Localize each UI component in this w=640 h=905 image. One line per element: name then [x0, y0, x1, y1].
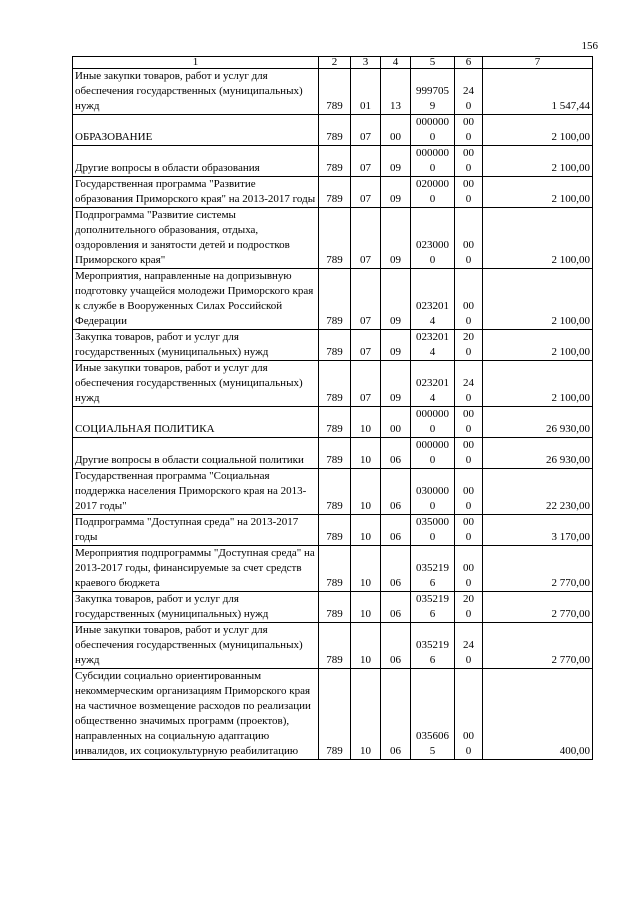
- section-code-cell: 07: [351, 146, 381, 177]
- expense-type-cell: [455, 623, 483, 669]
- expense-type-part: 0: [465, 500, 472, 512]
- target-article-part: 9: [429, 100, 436, 112]
- expense-type-part: 24: [463, 85, 474, 97]
- column-header-5: 5: [411, 57, 455, 69]
- expense-type-part: 0: [465, 392, 472, 404]
- section-code-cell: 07: [351, 208, 381, 269]
- expense-type-part: 00: [463, 516, 474, 528]
- target-article-part: 4: [429, 315, 436, 327]
- target-article-part: 023201: [416, 377, 449, 389]
- table-row: [73, 269, 593, 330]
- row-name-cell: Государственная программа "Развитие образования Приморского края" на 2013-2017 годы: [73, 177, 319, 208]
- subsection-code-cell: 06: [381, 546, 411, 592]
- row-name-cell: Другие вопросы в области социальной политики: [73, 438, 319, 469]
- target-article-cell: [411, 177, 455, 208]
- target-article-cell: [411, 469, 455, 515]
- target-article-part: 000000: [416, 439, 449, 451]
- subsection-code-cell: 09: [381, 208, 411, 269]
- expense-type-cell: [455, 546, 483, 592]
- section-code-cell: 07: [351, 177, 381, 208]
- table-row: [73, 592, 593, 623]
- section-code-cell: 10: [351, 669, 381, 760]
- expense-type-part: 0: [465, 423, 472, 435]
- ministry-code-cell: 789: [319, 515, 351, 546]
- target-article-part: 035606: [416, 730, 449, 742]
- row-name-cell: Иные закупки товаров, работ и услуг для обеспечения государственных (муниципальных) нужд: [73, 69, 319, 115]
- ministry-code-cell: 789: [319, 69, 351, 115]
- table-row: [73, 546, 593, 592]
- subsection-code-cell: 06: [381, 592, 411, 623]
- expense-type-cell: [455, 146, 483, 177]
- target-article-cell: [411, 361, 455, 407]
- subsection-code-cell: 09: [381, 269, 411, 330]
- section-code-cell: 10: [351, 469, 381, 515]
- amount-cell: 3 170,00: [483, 515, 593, 546]
- table-row: [73, 438, 593, 469]
- expense-type-part: 00: [463, 116, 474, 128]
- expense-type-cell: [455, 407, 483, 438]
- target-article-part: 023000: [416, 239, 449, 251]
- amount-cell: 2 100,00: [483, 208, 593, 269]
- target-article-cell: [411, 515, 455, 546]
- table-row: [73, 208, 593, 269]
- row-name-cell: Другие вопросы в области образования: [73, 146, 319, 177]
- target-article-part: 6: [429, 654, 436, 666]
- ministry-code-cell: 789: [319, 330, 351, 361]
- target-article-part: 035219: [416, 639, 449, 651]
- expense-type-part: 0: [465, 346, 472, 358]
- section-code-cell: 07: [351, 115, 381, 146]
- amount-cell: 2 100,00: [483, 361, 593, 407]
- target-article-cell: [411, 115, 455, 146]
- column-header-4: 4: [381, 57, 411, 69]
- expense-type-cell: [455, 115, 483, 146]
- target-article-part: 0: [429, 454, 436, 466]
- expense-type-cell: [455, 669, 483, 760]
- subsection-code-cell: 09: [381, 177, 411, 208]
- target-article-part: 0: [429, 500, 436, 512]
- subsection-code-cell: 13: [381, 69, 411, 115]
- expense-type-part: 00: [463, 408, 474, 420]
- target-article-cell: [411, 592, 455, 623]
- target-article-cell: [411, 146, 455, 177]
- page-number: 156: [581, 40, 598, 52]
- ministry-code-cell: 789: [319, 177, 351, 208]
- expense-type-part: 0: [465, 531, 472, 543]
- row-name-cell: ОБРАЗОВАНИЕ: [73, 115, 319, 146]
- subsection-code-cell: 09: [381, 361, 411, 407]
- expense-type-part: 0: [465, 162, 472, 174]
- amount-cell: 2 100,00: [483, 269, 593, 330]
- row-name-cell: Мероприятия, направленные на допризывную подготовку учащейся молодежи Приморского края к службе в Вооруженных Силах Российской Федерации: [73, 269, 319, 330]
- target-article-part: 000000: [416, 408, 449, 420]
- subsection-code-cell: 06: [381, 515, 411, 546]
- target-article-part: 999705: [416, 85, 449, 97]
- expense-type-cell: [455, 177, 483, 208]
- expense-type-cell: [455, 69, 483, 115]
- ministry-code-cell: 789: [319, 469, 351, 515]
- table-row: [73, 623, 593, 669]
- target-article-cell: [411, 546, 455, 592]
- expense-type-part: 0: [465, 131, 472, 143]
- row-name-cell: Закупка товаров, работ и услуг для государственных (муниципальных) нужд: [73, 592, 319, 623]
- subsection-code-cell: 06: [381, 669, 411, 760]
- row-name-cell: Подпрограмма "Развитие системы дополнительного образования, отдыха, оздоровления и занятости детей и подростков Приморского края": [73, 208, 319, 269]
- target-article-part: 6: [429, 608, 436, 620]
- ministry-code-cell: 789: [319, 546, 351, 592]
- subsection-code-cell: 09: [381, 146, 411, 177]
- target-article-part: 0: [429, 254, 436, 266]
- target-article-part: 4: [429, 392, 436, 404]
- row-name-cell: Мероприятия подпрограммы "Доступная среда" на 2013-2017 годы, финансируемые за счет средств краевого бюджета: [73, 546, 319, 592]
- expense-type-part: 00: [463, 239, 474, 251]
- target-article-part: 000000: [416, 147, 449, 159]
- amount-cell: 2 100,00: [483, 115, 593, 146]
- amount-cell: 2 770,00: [483, 592, 593, 623]
- amount-cell: 1 547,44: [483, 69, 593, 115]
- subsection-code-cell: 06: [381, 623, 411, 669]
- ministry-code-cell: 789: [319, 669, 351, 760]
- target-article-part: 0: [429, 423, 436, 435]
- amount-cell: 2 100,00: [483, 177, 593, 208]
- ministry-code-cell: 789: [319, 208, 351, 269]
- expense-type-part: 00: [463, 300, 474, 312]
- table-row: [73, 407, 593, 438]
- column-header-2: 2: [319, 57, 351, 69]
- row-name-cell: СОЦИАЛЬНАЯ ПОЛИТИКА: [73, 407, 319, 438]
- column-header-6: 6: [455, 57, 483, 69]
- expense-type-part: 00: [463, 485, 474, 497]
- expense-type-part: 24: [463, 377, 474, 389]
- target-article-part: 0: [429, 131, 436, 143]
- subsection-code-cell: 06: [381, 438, 411, 469]
- amount-cell: 22 230,00: [483, 469, 593, 515]
- amount-cell: 26 930,00: [483, 407, 593, 438]
- expense-type-part: 20: [463, 331, 474, 343]
- row-name-cell: Государственная программа "Социальная поддержка населения Приморского края на 2013-2017 годы": [73, 469, 319, 515]
- amount-cell: 400,00: [483, 669, 593, 760]
- amount-cell: 2 100,00: [483, 330, 593, 361]
- subsection-code-cell: 09: [381, 330, 411, 361]
- expense-type-part: 00: [463, 730, 474, 742]
- target-article-part: 6: [429, 577, 436, 589]
- table-row: [73, 146, 593, 177]
- row-name-cell: Иные закупки товаров, работ и услуг для обеспечения государственных (муниципальных) нужд: [73, 361, 319, 407]
- ministry-code-cell: 789: [319, 407, 351, 438]
- expense-type-part: 00: [463, 439, 474, 451]
- table-row: [73, 361, 593, 407]
- target-article-cell: [411, 407, 455, 438]
- amount-cell: 2 770,00: [483, 623, 593, 669]
- expense-type-part: 0: [465, 100, 472, 112]
- section-code-cell: 10: [351, 623, 381, 669]
- ministry-code-cell: 789: [319, 623, 351, 669]
- budget-table: [72, 56, 593, 760]
- subsection-code-cell: 06: [381, 469, 411, 515]
- target-article-part: 023201: [416, 331, 449, 343]
- ministry-code-cell: 789: [319, 592, 351, 623]
- target-article-part: 000000: [416, 116, 449, 128]
- expense-type-part: 0: [465, 654, 472, 666]
- section-code-cell: 10: [351, 407, 381, 438]
- expense-type-cell: [455, 515, 483, 546]
- expense-type-part: 0: [465, 454, 472, 466]
- ministry-code-cell: 789: [319, 115, 351, 146]
- table-row: [73, 115, 593, 146]
- expense-type-part: 00: [463, 178, 474, 190]
- amount-cell: 26 930,00: [483, 438, 593, 469]
- target-article-cell: [411, 669, 455, 760]
- target-article-part: 023201: [416, 300, 449, 312]
- target-article-part: 020000: [416, 178, 449, 190]
- table-row: [73, 69, 593, 115]
- table-row: [73, 669, 593, 760]
- target-article-cell: [411, 438, 455, 469]
- section-code-cell: 07: [351, 269, 381, 330]
- target-article-cell: [411, 208, 455, 269]
- expense-type-cell: [455, 330, 483, 361]
- expense-type-part: 0: [465, 577, 472, 589]
- expense-type-part: 00: [463, 562, 474, 574]
- expense-type-cell: [455, 269, 483, 330]
- subsection-code-cell: 00: [381, 115, 411, 146]
- table-row: [73, 330, 593, 361]
- expense-type-cell: [455, 208, 483, 269]
- expense-type-part: 0: [465, 315, 472, 327]
- column-header-3: 3: [351, 57, 381, 69]
- expense-type-cell: [455, 438, 483, 469]
- expense-type-cell: [455, 361, 483, 407]
- target-article-cell: [411, 69, 455, 115]
- target-article-part: 035219: [416, 593, 449, 605]
- target-article-part: 035000: [416, 516, 449, 528]
- section-code-cell: 07: [351, 330, 381, 361]
- row-name-cell: Подпрограмма "Доступная среда" на 2013-2017 годы: [73, 515, 319, 546]
- section-code-cell: 10: [351, 515, 381, 546]
- table-row: [73, 469, 593, 515]
- ministry-code-cell: 789: [319, 269, 351, 330]
- section-code-cell: 10: [351, 592, 381, 623]
- column-header-1: 1: [73, 57, 319, 69]
- row-name-cell: Субсидии социально ориентированным некоммерческим организациям Приморского края на частичное возмещение расходов по реализации общественно значимых программ (проектов), направленных на социальную адаптацию инвалидов, их социокультурную реабилитацию: [73, 669, 319, 760]
- target-article-part: 0: [429, 162, 436, 174]
- expense-type-part: 0: [465, 254, 472, 266]
- section-code-cell: 07: [351, 361, 381, 407]
- target-article-part: 0: [429, 193, 436, 205]
- expense-type-cell: [455, 592, 483, 623]
- amount-cell: 2 770,00: [483, 546, 593, 592]
- expense-type-part: 0: [465, 745, 472, 757]
- expense-type-part: 20: [463, 593, 474, 605]
- expense-type-part: 24: [463, 639, 474, 651]
- target-article-part: 030000: [416, 485, 449, 497]
- table-row: [73, 177, 593, 208]
- expense-type-cell: [455, 469, 483, 515]
- ministry-code-cell: 789: [319, 361, 351, 407]
- expense-type-part: 00: [463, 147, 474, 159]
- amount-cell: 2 100,00: [483, 146, 593, 177]
- target-article-part: 5: [429, 745, 436, 757]
- section-code-cell: 10: [351, 546, 381, 592]
- row-name-cell: Иные закупки товаров, работ и услуг для обеспечения государственных (муниципальных) нужд: [73, 623, 319, 669]
- expense-type-part: 0: [465, 608, 472, 620]
- target-article-cell: [411, 330, 455, 361]
- target-article-part: 4: [429, 346, 436, 358]
- column-header-7: 7: [483, 57, 593, 69]
- subsection-code-cell: 00: [381, 407, 411, 438]
- expense-type-part: 0: [465, 193, 472, 205]
- table-header-row: [73, 57, 593, 69]
- row-name-cell: Закупка товаров, работ и услуг для государственных (муниципальных) нужд: [73, 330, 319, 361]
- ministry-code-cell: 789: [319, 438, 351, 469]
- table-row: [73, 515, 593, 546]
- target-article-part: 035219: [416, 562, 449, 574]
- target-article-part: 0: [429, 531, 436, 543]
- target-article-cell: [411, 623, 455, 669]
- section-code-cell: 10: [351, 438, 381, 469]
- target-article-cell: [411, 269, 455, 330]
- section-code-cell: 01: [351, 69, 381, 115]
- ministry-code-cell: 789: [319, 146, 351, 177]
